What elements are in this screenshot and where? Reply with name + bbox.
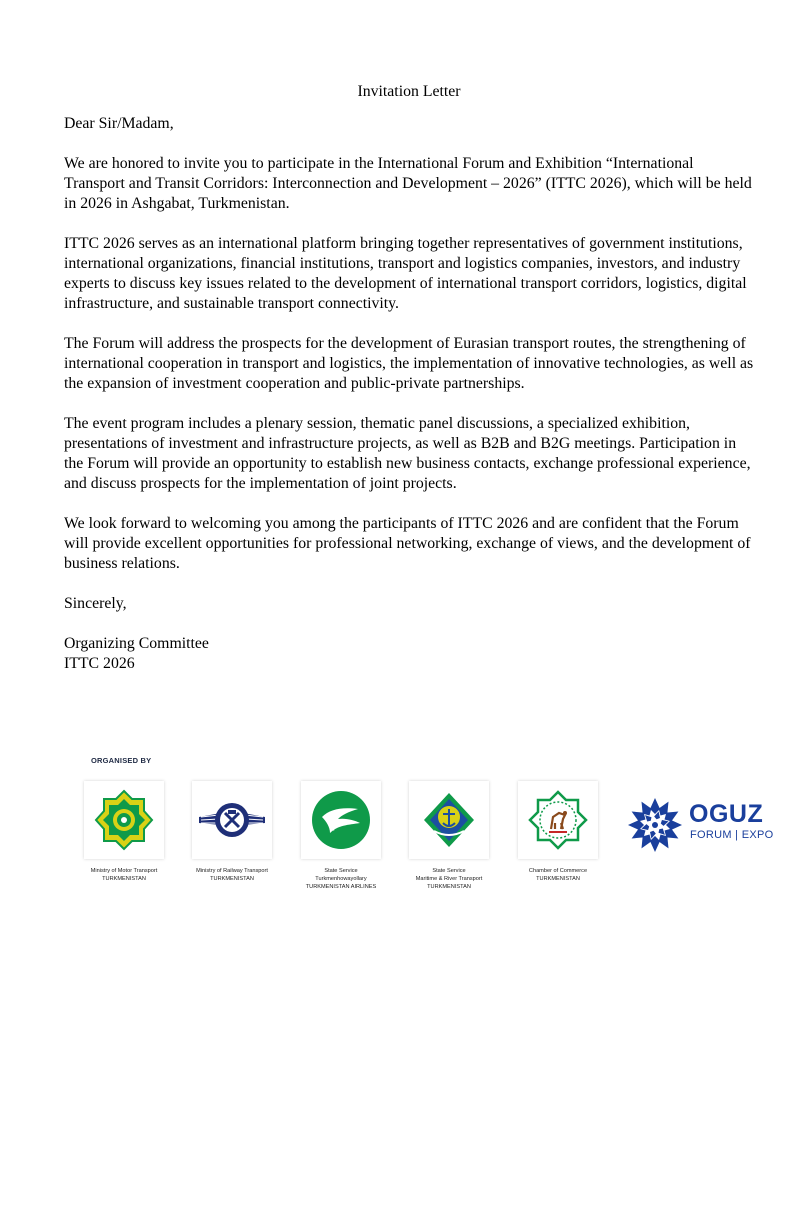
- logo-caption: Maritime & River Transport: [415, 875, 483, 882]
- paragraph: The Forum will address the prospects for the development of Eurasian transport routes, the strengthening of international cooperation in transport and logistics, the implementation of innovative technologies, as well as the expansion of investment cooperation and public-private partnerships.: [64, 335, 754, 392]
- logo-caption: Ministry of Motor Transport: [90, 868, 158, 874]
- closing: Sincerely,: [64, 595, 127, 612]
- logo-caption: TURKMENISTAN AIRLINES: [305, 883, 377, 890]
- chamber-of-commerce-emblem-icon: [518, 781, 598, 859]
- paragraph: The event program includes a plenary session, thematic panel discussions, a specialized exhibition, presentations of investment and infrastructure projects, as well as B2B and B2G meetings. Participation in the Forum will provide an opportunity to establish new business contacts, exchange professional experience, and discuss prospects for the implementation of joint projects.: [64, 415, 751, 492]
- salutation: Dear Sir/Madam,: [64, 115, 174, 132]
- signature: [64, 634, 754, 674]
- logo-caption: State Service: [432, 868, 466, 874]
- paragraph: We look forward to welcoming you among the participants of ITTC 2026 and are confident that the Forum will provide excellent opportunities for professional networking, exchange of views, and the development of business relations.: [64, 515, 751, 572]
- organised-by-label: ORGANISED BY: [91, 756, 152, 765]
- paragraph: We are honored to invite you to participate in the International Forum and Exhibition “International Transport and Transit Corridors: Interconnection and Development – 2026” (ITTC 2026), which will be held in 2026 in Ashgabat, Turkmenistan.: [64, 155, 752, 212]
- logo-caption: TURKMENISTAN: [102, 875, 146, 882]
- logo-caption: TURKMENISTAN: [210, 875, 254, 882]
- organiser-logo: [301, 781, 381, 891]
- turkmenistan-airlines-emblem-icon: [301, 781, 381, 859]
- paragraph: ITTC 2026 serves as an international platform bringing together representatives of government institutions, international organizations, financial institutions, transport and logistics companies, investors, and industry experts to discuss key issues related to the development of international transport corridors, logistics, digital infrastructure, and sustainable transport connectivity.: [64, 235, 747, 312]
- organiser-logo: [84, 781, 164, 884]
- maritime-river-transport-emblem-icon: [409, 781, 489, 859]
- oguz-wordmark: OGUZ: [689, 800, 764, 828]
- invitation-letter: [64, 82, 754, 694]
- letter-title: Invitation Letter: [357, 83, 461, 100]
- signature-line: ITTC 2026: [64, 655, 135, 672]
- motor-transport-emblem-icon: [84, 781, 164, 859]
- railway-transport-emblem-icon: [192, 781, 272, 859]
- logo-caption: Turkmenhowayollary: [315, 875, 367, 882]
- logo-caption: State Service: [324, 868, 358, 874]
- logo-caption: TURKMENISTAN: [536, 875, 580, 882]
- logo-caption: Chamber of Commerce: [528, 868, 588, 874]
- logo-caption: Ministry of Railway Transport: [196, 868, 268, 874]
- oguz-subtitle: FORUM | EXPO: [690, 829, 774, 841]
- organiser-logo: [409, 781, 489, 891]
- logo-caption: TURKMENISTAN: [427, 883, 471, 890]
- organiser-logo: [518, 781, 598, 884]
- organiser-logo: [192, 781, 272, 884]
- oguz-starburst-icon: [625, 795, 685, 855]
- oguz-forum-expo-logo: [625, 795, 785, 855]
- signature-line: Organizing Committee: [64, 635, 209, 652]
